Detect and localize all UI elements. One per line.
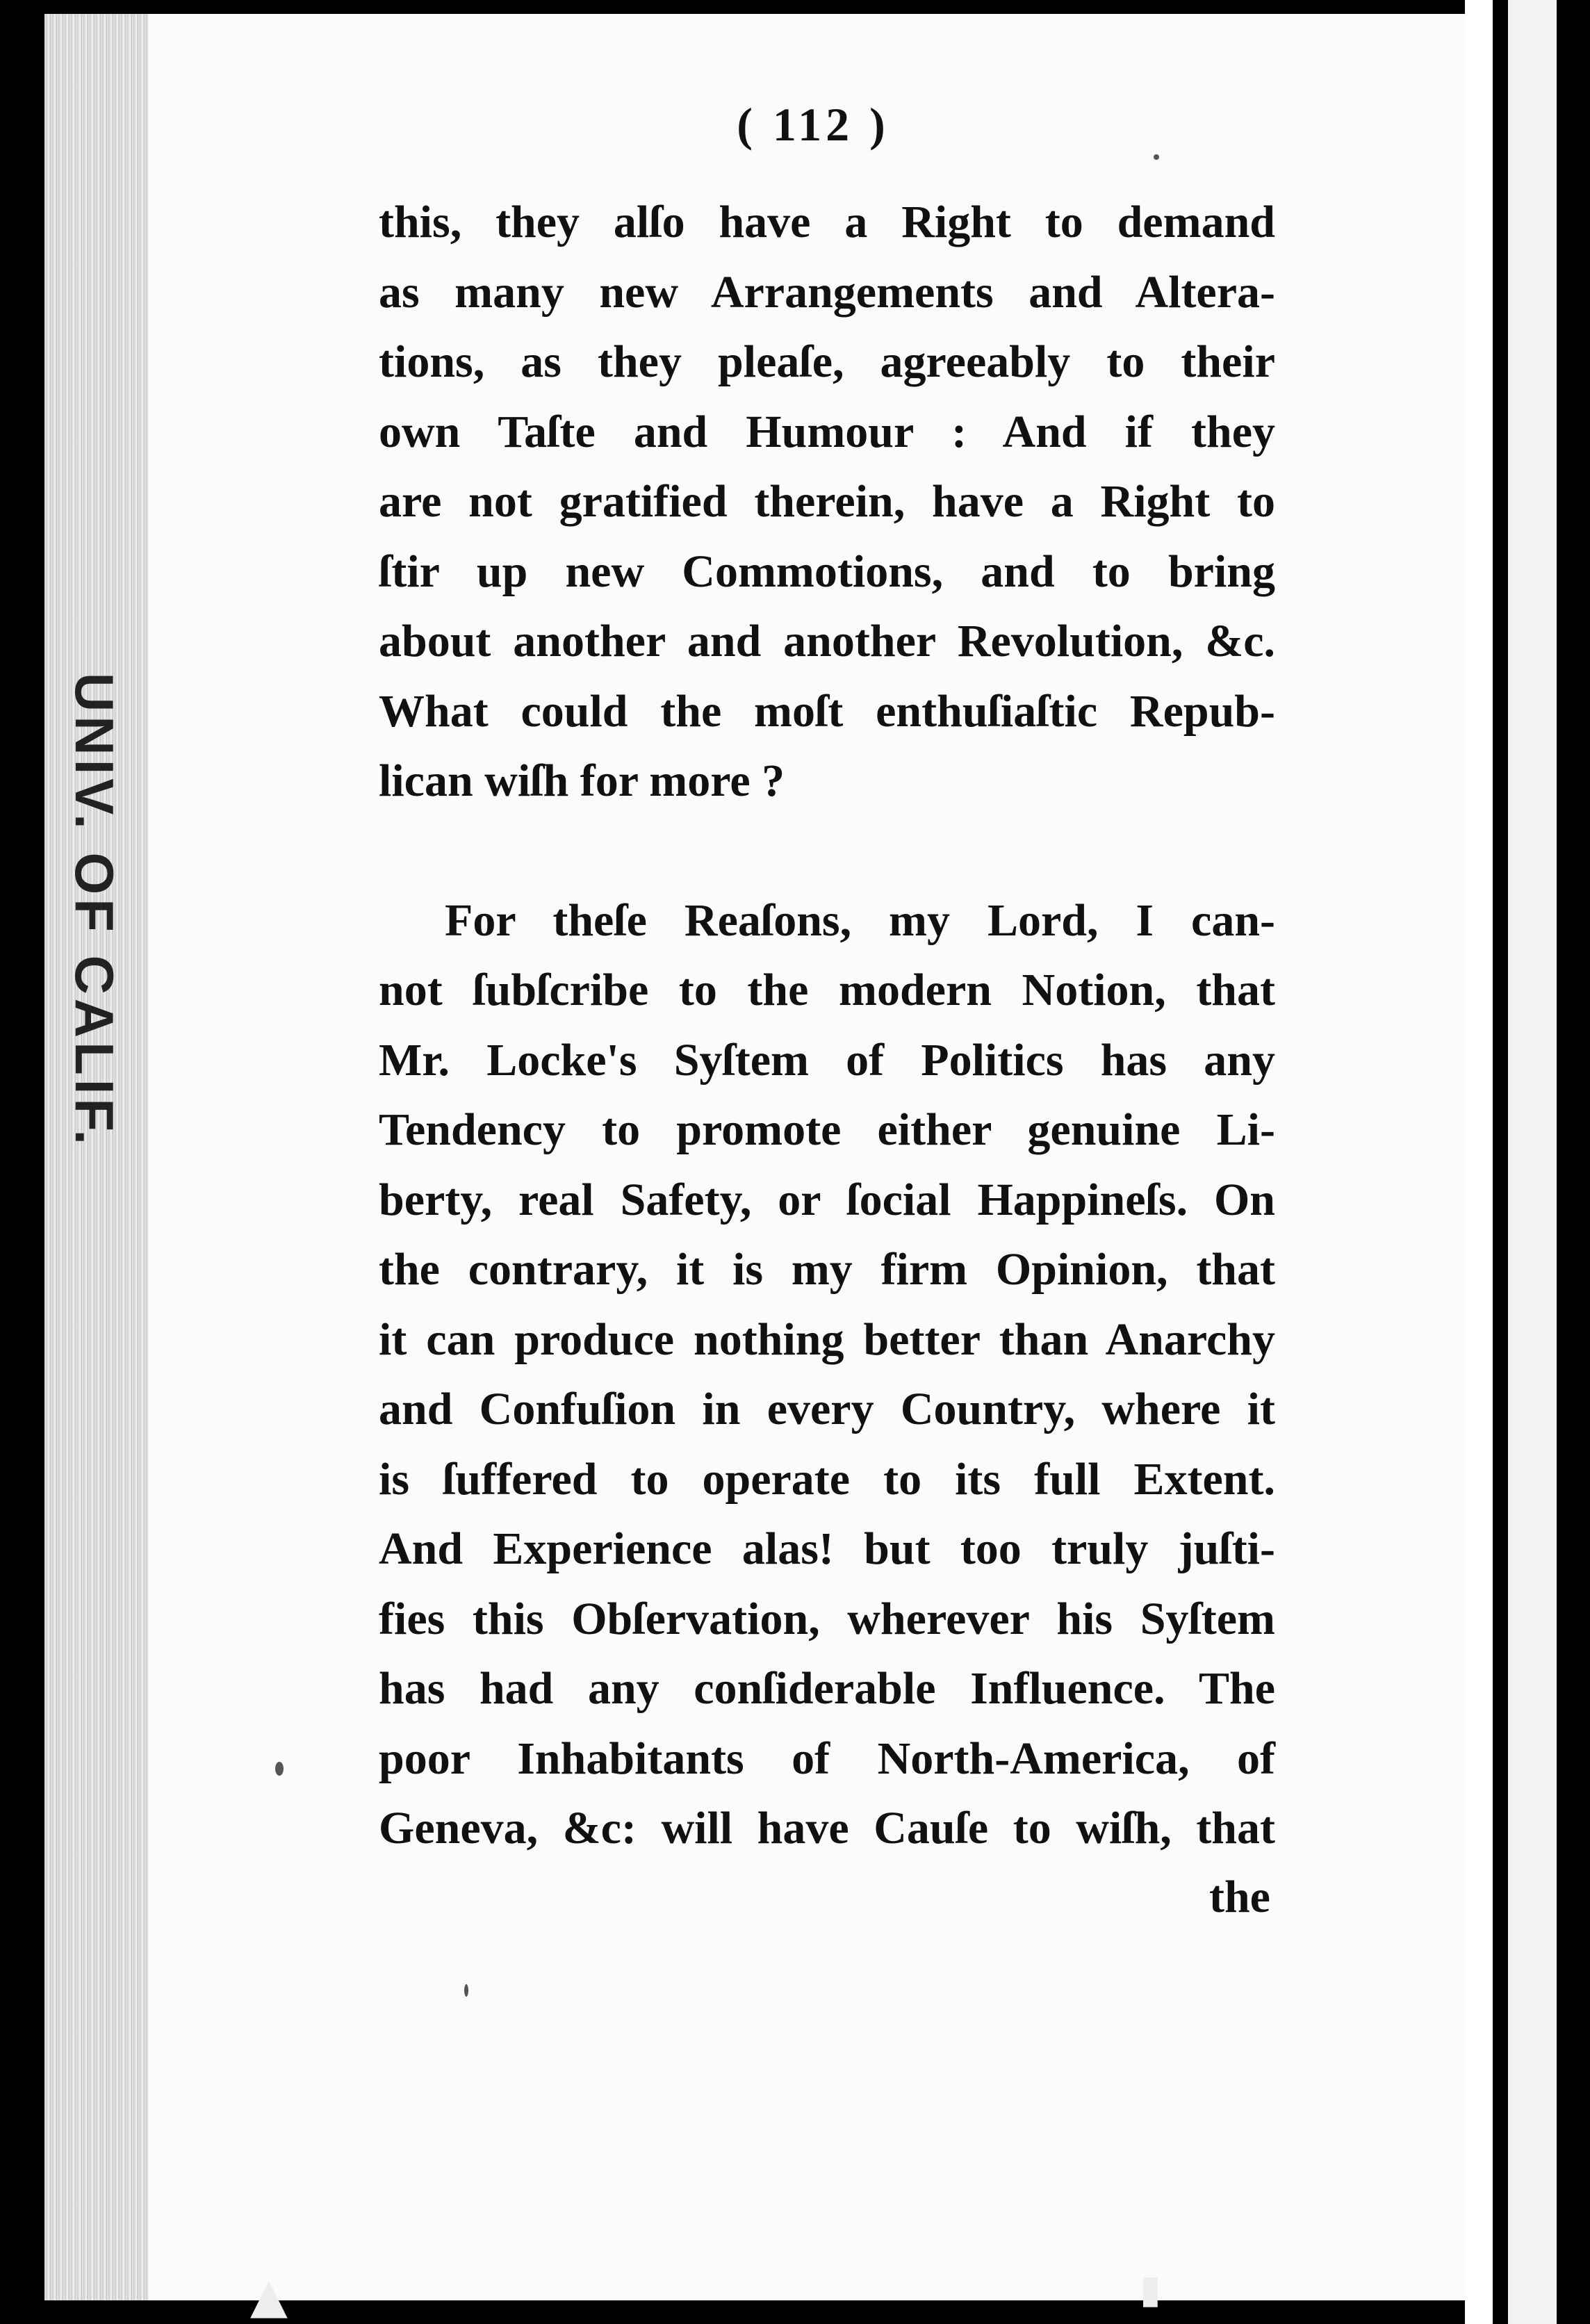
- text-line: tions, as they pleaſe, agreeably to their: [379, 336, 1275, 387]
- catchword: the: [1209, 1872, 1270, 1922]
- text-line: What could the moſt enthuſiaſtic Repub-: [379, 685, 1275, 737]
- scan-marker-right: ▮: [1140, 2267, 1161, 2312]
- text-line: is ſuffered to operate to its full Extent.: [379, 1453, 1275, 1505]
- paragraph-spacer: [379, 817, 1275, 886]
- text-line: Mr. Locke's Syſtem of Politics has any: [379, 1034, 1275, 1086]
- body-text: [379, 188, 1275, 1864]
- scan-border-right: [1557, 0, 1590, 2324]
- text-line: ſtir up new Commotions, and to bring: [379, 546, 1275, 597]
- text-line: own Taſte and Humour : And if they: [379, 406, 1275, 457]
- scan-border: [1493, 0, 1508, 2324]
- text-line: has had any conſiderable Influence. The: [379, 1663, 1275, 1714]
- scan-marker-left: ▲: [250, 2267, 288, 2324]
- text-line: lican wiſh for more ?: [379, 755, 785, 806]
- ink-speck: [464, 1984, 468, 1997]
- text-line: are not gratified therein, have a Right to: [379, 476, 1275, 527]
- text-line: the contrary, it is my firm Opinion, that: [379, 1244, 1275, 1295]
- ink-speck: [275, 1762, 284, 1776]
- page-number: ( 112 ): [737, 98, 890, 151]
- text-line: poor Inhabitants of North-America, of: [379, 1733, 1275, 1784]
- text-line: about another and another Revolution, &c.: [379, 616, 1275, 666]
- text-line: not ſubſcribe to the modern Notion, that: [379, 965, 1275, 1015]
- text-line: berty, real Safety, or ſocial Happineſs. On: [379, 1174, 1275, 1225]
- text-line: fies this Obſervation, wherever his Syſtem: [379, 1593, 1275, 1644]
- paragraph-2: [379, 886, 1275, 1864]
- text-line: And Experience alas! but too truly juſti-: [379, 1523, 1275, 1574]
- paragraph-1: [379, 188, 1275, 817]
- page-right-margin: [1465, 0, 1493, 2324]
- text-line: and Confuſion in every Country, where it: [379, 1384, 1275, 1434]
- library-stamp-text: UNIV. OF CALIF.: [64, 672, 126, 1149]
- text-line: Geneva, &c: will have Cauſe to wiſh, that: [379, 1803, 1275, 1854]
- library-stamp: [60, 625, 129, 1195]
- text-line: as many new Arrangements and Altera-: [379, 266, 1275, 318]
- facing-page-edge: [1508, 0, 1557, 2324]
- ink-speck: [1154, 154, 1159, 160]
- text-line: it can produce nothing better than Anarchy: [379, 1314, 1275, 1365]
- text-line: For theſe Reaſons, my Lord, I can-: [445, 894, 1275, 946]
- text-line: this, they alſo have a Right to demand: [379, 197, 1275, 247]
- text-line: Tendency to promote either genuine Li-: [379, 1104, 1275, 1155]
